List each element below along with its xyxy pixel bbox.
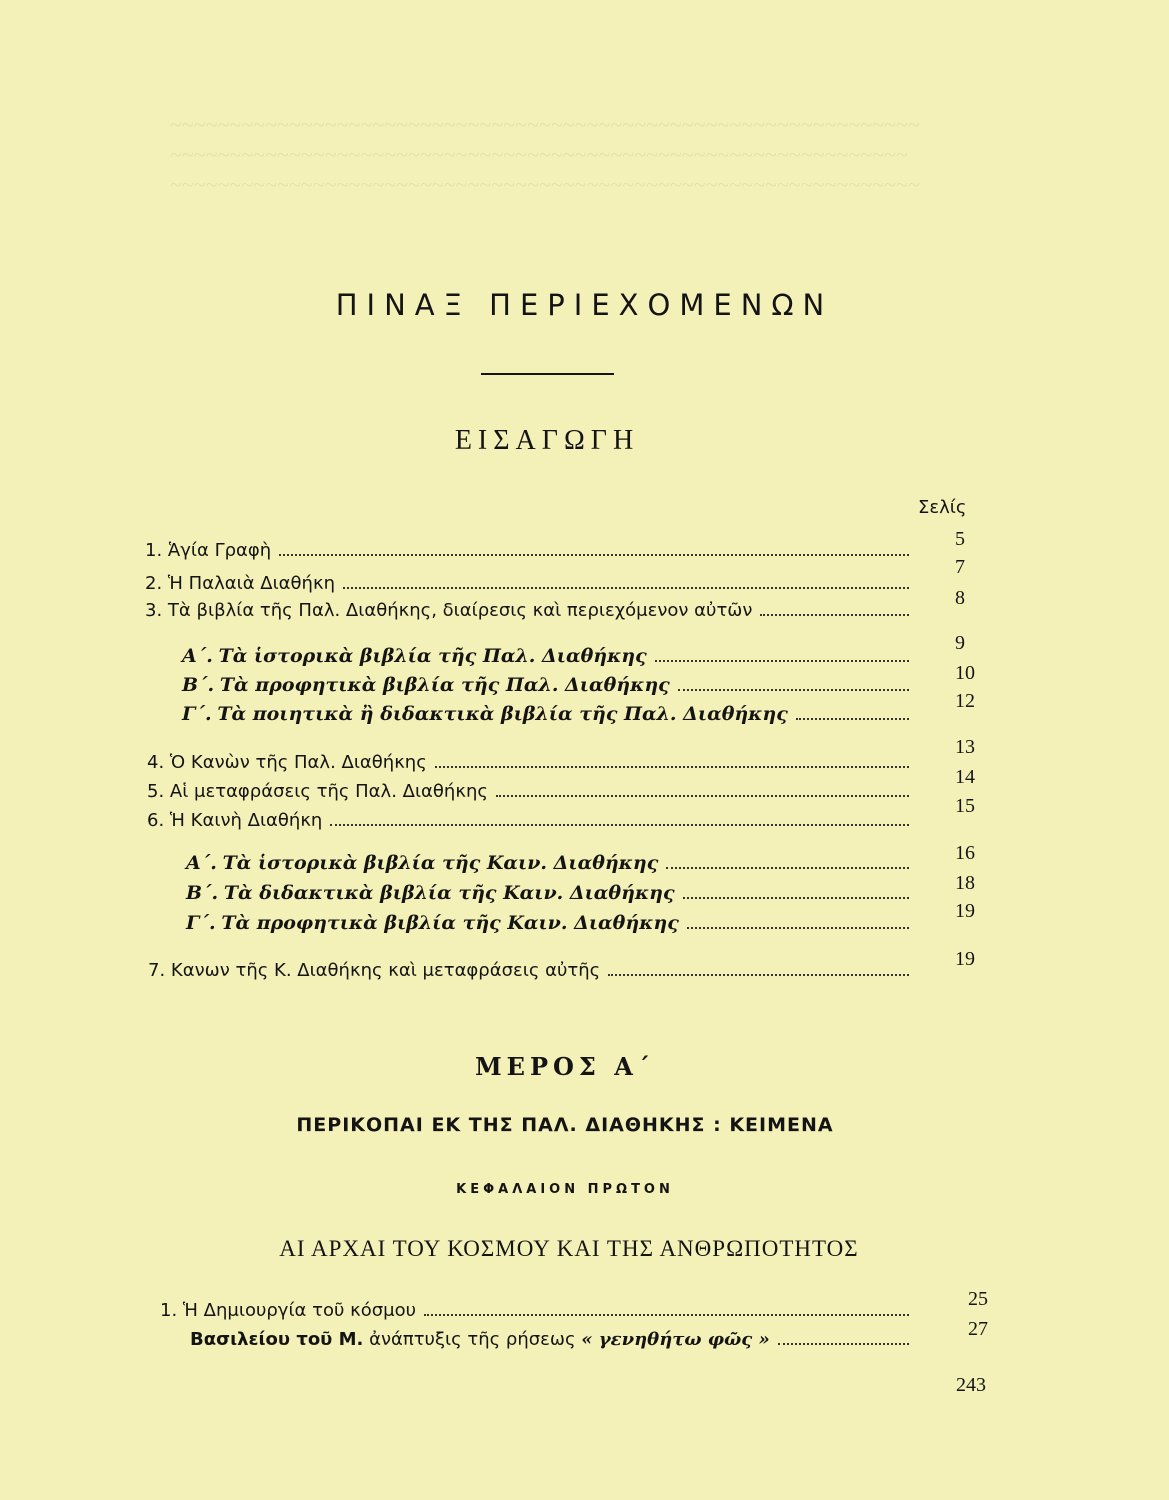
dot-leader [343, 587, 909, 589]
toc-number: 1. [145, 540, 163, 561]
dot-leader [435, 766, 909, 768]
page-column-label: Σελίς [918, 497, 967, 518]
toc-entry[interactable] [190, 1329, 915, 1350]
toc-number: Α΄. [182, 645, 213, 667]
toc-page-number: 12 [955, 690, 975, 712]
page-title: ΠΙΝΑΞ ΠΕΡΙΕΧΟΜΕΝΩΝ [335, 288, 834, 322]
toc-number: 7. [148, 960, 166, 981]
toc-title: Τὰ ἱστορικὰ βιβλία τῆς Καιν. Διαθήκης [222, 852, 659, 874]
toc-page-number: 27 [968, 1318, 988, 1340]
toc-quote: « γενηθήτω φῶς » [581, 1329, 770, 1350]
toc-page-number: 14 [955, 766, 975, 788]
dot-leader [496, 795, 909, 797]
toc-page-number: 18 [955, 872, 975, 894]
toc-title: Ὁ Κανὼν τῆς Παλ. Διαθήκης [169, 752, 427, 773]
toc-entry[interactable] [147, 752, 915, 773]
toc-entry[interactable] [186, 852, 915, 874]
toc-entry[interactable] [160, 1300, 915, 1321]
chapter-label: ΚΕΦΑΛΑΙΟΝ ΠΡΩΤΟΝ [456, 1182, 674, 1197]
dot-leader [796, 718, 909, 720]
toc-entry[interactable] [186, 882, 915, 904]
toc-number: 3. [145, 600, 163, 621]
toc-title: ἀνάπτυξις τῆς ρήσεως [369, 1329, 576, 1350]
toc-number: Α΄. [186, 852, 217, 874]
toc-title: Ἡ Καινὴ Διαθήκη [169, 810, 323, 831]
toc-number: 6. [147, 810, 165, 831]
toc-title: Ἡ Παλαιὰ Διαθήκη [167, 573, 335, 594]
page-number: 243 [956, 1374, 986, 1396]
dot-leader [760, 614, 909, 616]
toc-number: 2. [145, 573, 163, 594]
toc-number: 5. [147, 781, 165, 802]
part-title: ΜΕΡΟΣ Α΄ [475, 1052, 655, 1081]
toc-entry[interactable] [182, 645, 915, 667]
toc-page-number: 13 [955, 736, 975, 758]
toc-entry[interactable] [186, 912, 915, 934]
dot-leader [678, 689, 909, 691]
toc-title: Ἁγία Γραφὴ [167, 540, 272, 561]
toc-title: Τὰ προφητικὰ βιβλία τῆς Καιν. Διαθήκης [221, 912, 679, 934]
toc-title: Ἡ Δημιουργία τοῦ κόσμου [182, 1300, 417, 1321]
toc-number: 1. [160, 1300, 178, 1321]
dot-leader [778, 1343, 909, 1345]
toc-number: 4. [147, 752, 165, 773]
toc-entry[interactable] [148, 960, 915, 981]
toc-page-number: 9 [955, 632, 965, 654]
title-divider [481, 373, 614, 375]
toc-title: Τὰ ἱστορικὰ βιβλία τῆς Παλ. Διαθήκης [218, 645, 647, 667]
toc-number: Γ΄. [182, 703, 212, 725]
dot-leader [683, 897, 909, 899]
toc-entry[interactable] [145, 540, 915, 561]
toc-entry[interactable] [147, 810, 915, 831]
dot-leader [666, 867, 909, 869]
toc-author: Βασιλείου τοῦ Μ. [190, 1329, 364, 1350]
toc-page-number: 15 [955, 795, 975, 817]
chapter-title: ΑΙ ΑΡΧΑΙ ΤΟΥ ΚΟΣΜΟΥ ΚΑΙ ΤΗΣ ΑΝΘΡΩΠΟΤΗΤΟΣ [279, 1236, 859, 1261]
toc-entry[interactable] [182, 703, 915, 725]
dot-leader [330, 824, 909, 826]
toc-page-number: 8 [955, 587, 965, 609]
toc-entry[interactable] [147, 781, 915, 802]
toc-title: Τὰ διδακτικὰ βιβλία τῆς Καιν. Διαθήκης [223, 882, 675, 904]
toc-entry[interactable] [182, 674, 915, 696]
toc-number: Β΄. [186, 882, 219, 904]
toc-page-number: 16 [955, 842, 975, 864]
toc-title: Κανων τῆς Κ. Διαθήκης καὶ μεταφράσεις αὐτῆς [170, 960, 601, 981]
dot-leader [608, 974, 909, 976]
toc-page-number: 5 [955, 528, 965, 550]
part-subtitle: ΠΕΡΙΚΟΠΑΙ ΕΚ ΤΗΣ ΠΑΛ. ΔΙΑΘΗΚΗΣ : ΚΕΙΜΕΝΑ [296, 1114, 834, 1136]
toc-title: Τὰ βιβλία τῆς Παλ. Διαθήκης, διαίρεσις καὶ περιεχόμενον αὐτῶν [167, 600, 753, 621]
toc-page-number: 19 [955, 948, 975, 970]
dot-leader [655, 660, 909, 662]
toc-page-number: 19 [955, 900, 975, 922]
toc-entry[interactable] [145, 600, 915, 621]
toc-title: Τὰ προφητικὰ βιβλία τῆς Παλ. Διαθήκης [219, 674, 670, 696]
show-through-text: ~~~~~~~~~~~~~~~~~~~~~~~~~~~~~~~~~~~~~~~~~~~~~~~~~~~~~~~~~~~~~~~ ~~~~~~~~~~~~~~~~~~~~~~~~~~~~~~~~~~~~~~~~~~~~~~~~~~~~~~~~~~~~~~ ~~~~~~~~~~~~~~~~~~~~~~~~~~~~~~~~~~~~~~~~~~~~~~~~~~~~~~~~~~~~~~~ [170, 112, 920, 197]
dot-leader [424, 1314, 909, 1316]
toc-title: Τὰ ποιητικὰ ἢ διδακτικὰ βιβλία τῆς Παλ. Διαθήκης [217, 703, 788, 725]
toc-title: Αἱ μεταφράσεις τῆς Παλ. Διαθήκης [169, 781, 488, 802]
toc-page-number: 25 [968, 1288, 988, 1310]
section-title-introduction: ΕΙΣΑΓΩΓΗ [454, 425, 640, 456]
dot-leader [279, 554, 909, 556]
dot-leader [687, 927, 909, 929]
toc-entry[interactable] [145, 573, 915, 594]
toc-page-number: 7 [955, 556, 965, 578]
toc-number: Β΄. [182, 674, 215, 696]
toc-number: Γ΄. [186, 912, 216, 934]
toc-page-number: 10 [955, 662, 975, 684]
